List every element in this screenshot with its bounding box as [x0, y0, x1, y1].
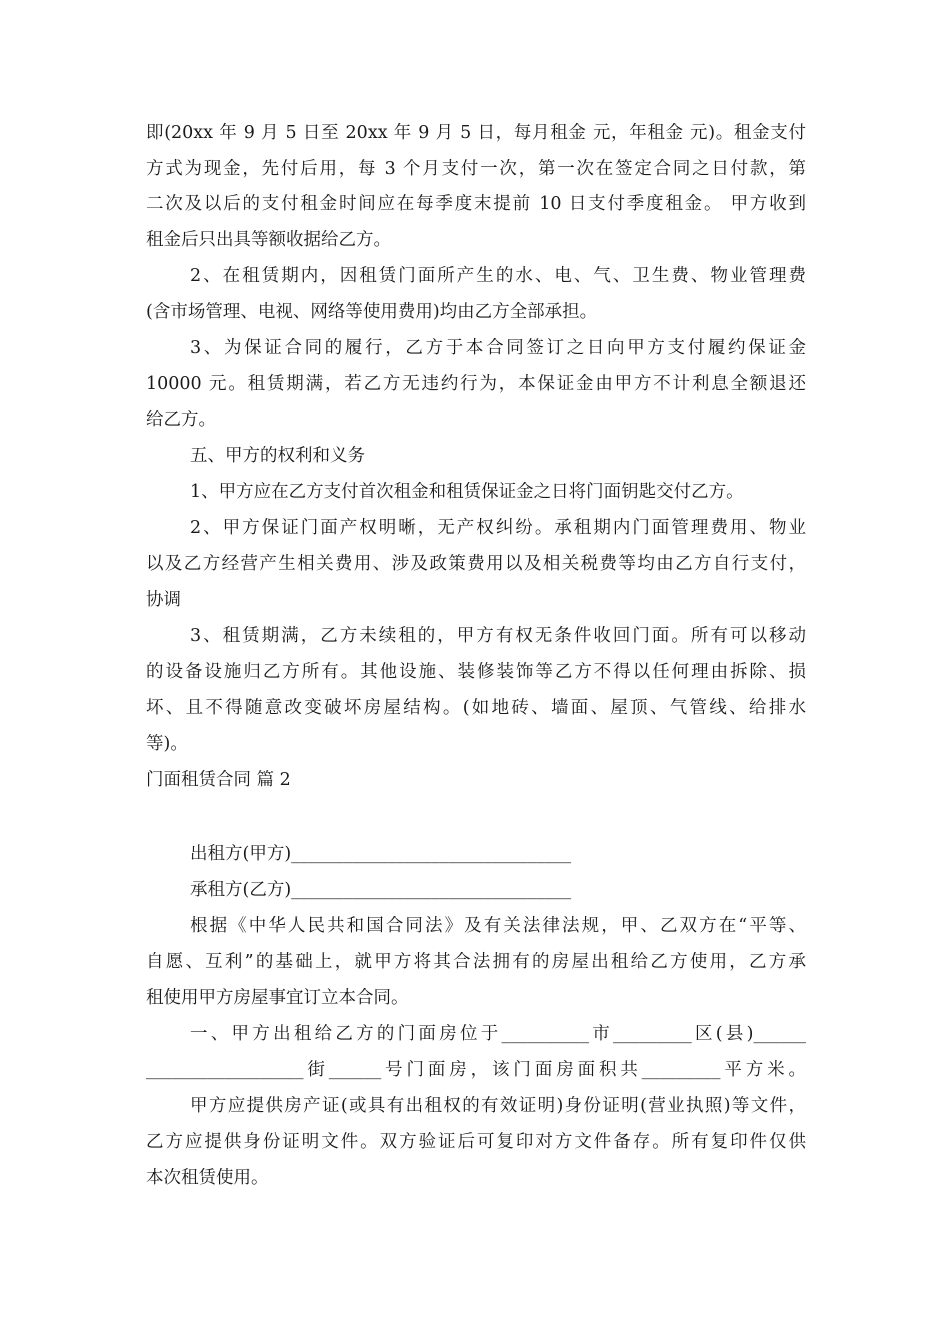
paragraph-line: 给乙方。 [146, 410, 216, 430]
paragraph-line: 3、租赁期满，乙方未续租的，甲方有权无条件收回门面。所有可以移动 [190, 626, 806, 646]
paragraph-line: 二次及以后的支付租金时间应在每季度末提前 10 日支付季度租金。 甲方收到 [146, 194, 806, 214]
paragraph-line: 一、甲方出租给乙方的门面房位于__________市_________区(县)______ [190, 1024, 806, 1044]
paragraph-line: 自愿、互利”的基础上，就甲方将其合法拥有的房屋出租给乙方使用，乙方承 [146, 952, 806, 972]
paragraph-line: 方式为现金，先付后用，每 3 个月支付一次，第一次在签定合同之日付款，第 [146, 159, 806, 179]
paragraph-line: 1、甲方应在乙方支付首次租金和租赁保证金之日将门面钥匙交付乙方。 [190, 482, 744, 502]
paragraph-line: 根据《中华人民共和国合同法》及有关法律法规，甲、乙双方在“平等、 [190, 916, 806, 936]
paragraph-line: 甲方应提供房产证(或具有出租权的有效证明)身份证明(营业执照)等文件， [190, 1096, 806, 1116]
paragraph-line: 等)。 [146, 734, 188, 754]
paragraph-line: 3、为保证合同的履行，乙方于本合同签订之日向甲方支付履约保证金 [190, 338, 806, 358]
lessor-field: 出租方(甲方)________________________________ [190, 844, 572, 864]
paragraph-line: 本次租赁使用。 [146, 1168, 269, 1188]
paragraph-line: 乙方应提供身份证明文件。双方验证后可复印对方文件备存。所有复印件仅供 [146, 1132, 806, 1152]
paragraph-line: 以及乙方经营产生相关费用、涉及政策费用以及相关税费等均由乙方自行支付， [146, 554, 806, 574]
section-heading: 五、甲方的权利和义务 [190, 446, 365, 466]
paragraph-line: 2、甲方保证门面产权明晰，无产权纠纷。承租期内门面管理费用、物业 [190, 518, 806, 538]
paragraph-line: 租金后只出具等额收据给乙方。 [146, 230, 391, 250]
paragraph-line: 租使用甲方房屋事宜订立本合同。 [146, 988, 409, 1008]
paragraph-line: 2、在租赁期内，因租赁门面所产生的水、电、气、卫生费、物业管理费 [190, 266, 806, 286]
paragraph-line: (含市场管理、电视、网络等使用费用)均由乙方全部承担。 [146, 302, 598, 322]
lessee-field: 承租方(乙方)________________________________ [190, 880, 572, 900]
paragraph-line: 即(20xx 年 9 月 5 日至 20xx 年 9 月 5 日，每月租金 元，年租金 元)。租金支付 [146, 123, 806, 143]
paragraph-line: 10000 元。租赁期满，若乙方无违约行为，本保证金由甲方不计利息全额退还 [146, 374, 806, 394]
paragraph-line: 坏、且不得随意改变破坏房屋结构。(如地砖、墙面、屋顶、气管线、给排水 [146, 698, 806, 718]
article-title: 门面租赁合同 篇 2 [146, 770, 291, 790]
paragraph-line: 协调 [146, 590, 181, 610]
paragraph-line: 的设备设施归乙方所有。其他设施、装修装饰等乙方不得以任何理由拆除、损 [146, 662, 806, 682]
paragraph-line: __________________街______号门面房，该门面房面积共_________平方米。 [146, 1060, 806, 1080]
